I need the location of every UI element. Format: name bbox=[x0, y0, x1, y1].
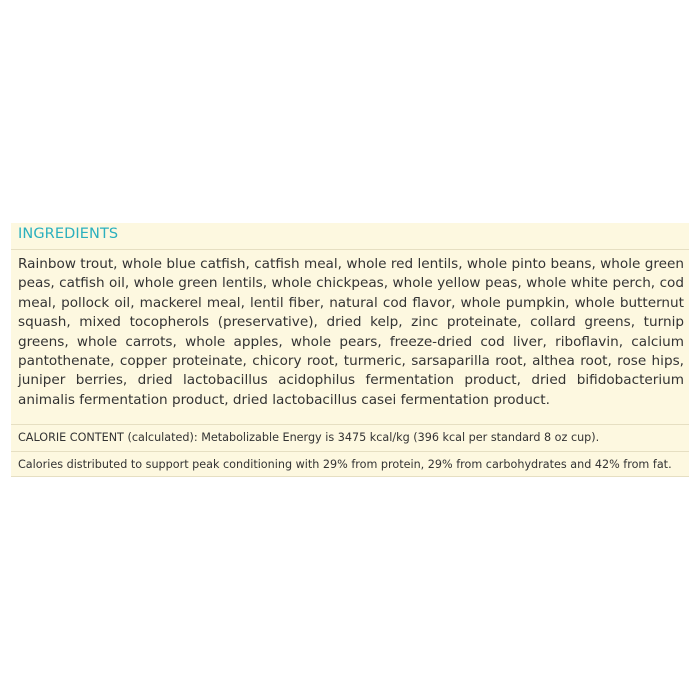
calorie-content: CALORIE CONTENT (calculated): Metabolizable Energy is 3475 kcal/kg (396 kcal per standard 8 oz cup). bbox=[18, 431, 600, 444]
divider-bottom bbox=[11, 476, 689, 477]
ingredients-panel bbox=[11, 223, 689, 477]
divider-calorie-distribution bbox=[11, 451, 689, 452]
ingredients-heading: INGREDIENTS bbox=[18, 226, 119, 242]
ingredients-header bbox=[11, 223, 689, 250]
ingredients-list: Rainbow trout, whole blue catfish, catfish meal, whole red lentils, whole pinto beans, whole green peas, catfish oil, whole green lentils, whole chickpeas, whole yellow peas, whole white perch, cod meal, pollock oil, mackerel meal, lentil fiber, natural cod flavor, whole pumpkin, whole butternut squash, mixed tocopherols (preservative), dried kelp, zinc proteinate, collard greens, turnip greens, whole carrots, whole apples, whole pears, freeze-dried cod liver, riboflavin, calcium pantothenate, copper proteinate, chicory root, turmeric, sarsaparilla root, althea root, rose hips, juniper berries, dried lactobacillus acidophilus fermentation product, dried bifidobacterium animalis fermentation product, dried lactobacillus casei fermentation product. bbox=[18, 256, 684, 408]
divider-ingredients-calorie bbox=[11, 424, 689, 425]
calorie-distribution: Calories distributed to support peak conditioning with 29% from protein, 29% from carbohydrates and 42% from fat. bbox=[18, 458, 672, 471]
